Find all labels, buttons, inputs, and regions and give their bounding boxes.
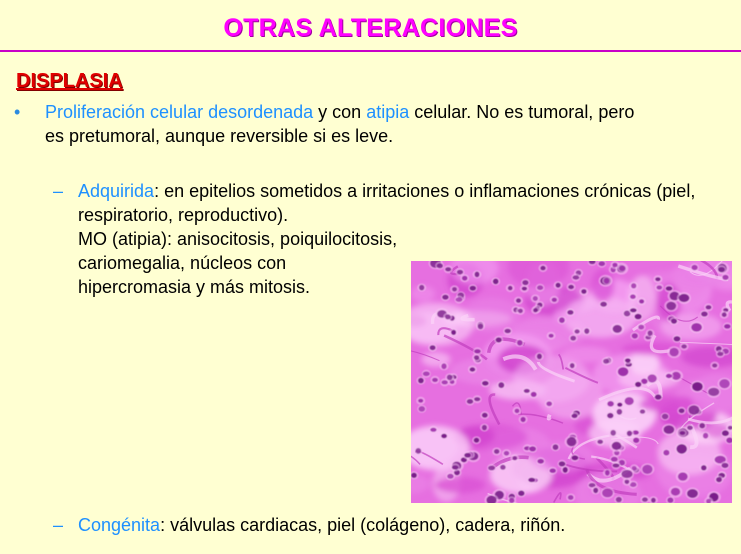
cell-nucleus <box>474 349 481 353</box>
cell-nucleus <box>518 309 523 314</box>
cell-nucleus <box>488 466 495 471</box>
sub-item-text <box>78 513 733 537</box>
cell-nucleus <box>712 363 717 367</box>
cell-nucleus <box>442 295 449 300</box>
bullet-highlight-atipia: atipia <box>366 102 410 122</box>
cell-nucleus <box>568 495 574 500</box>
cell-nucleus <box>625 358 631 362</box>
cell-nucleus <box>632 466 637 471</box>
cell-nucleus <box>617 409 623 415</box>
cell-nucleus <box>571 414 577 418</box>
cell-nucleus <box>411 473 417 478</box>
cell-nucleus <box>679 408 685 413</box>
cell-nucleus <box>432 378 438 382</box>
bullet-item <box>14 100 654 148</box>
cell-nucleus <box>540 266 545 271</box>
cell-nucleus <box>570 336 576 341</box>
cell-nucleus <box>625 479 630 484</box>
cell-nucleus <box>508 286 513 291</box>
cell-nucleus <box>570 363 575 368</box>
cell-nucleus <box>504 329 511 334</box>
cell-nucleus <box>430 345 436 350</box>
cell-nucleus <box>631 283 636 288</box>
cell-nucleus <box>567 437 577 446</box>
cell-nucleus <box>415 448 421 454</box>
cell-nucleus <box>518 491 525 497</box>
cell-nucleus <box>716 477 722 482</box>
cell-nucleus <box>549 468 556 473</box>
cell-nucleus <box>418 399 423 403</box>
cell-nucleus <box>627 431 632 437</box>
tissue-fiber <box>549 415 551 419</box>
cell-nucleus <box>571 455 578 460</box>
cell-nucleus <box>559 317 565 323</box>
cell-nucleus <box>666 302 676 311</box>
cell-nucleus <box>452 465 459 469</box>
cell-nucleus <box>600 302 607 307</box>
bullet-text-connector: y con <box>313 102 367 122</box>
cell-nucleus <box>664 425 675 434</box>
cell-nucleus <box>475 272 480 278</box>
cell-nucleus <box>674 336 681 341</box>
cell-nucleus <box>430 428 436 432</box>
cell-nucleus <box>635 382 641 387</box>
cell-nucleus <box>482 425 487 431</box>
sub-item-adquirida-rest: : en epitelios sometidos a irritaciones o inflamaciones crónicas (piel, respiratorio, reproductivo). <box>78 181 696 225</box>
cell-nucleus <box>567 310 573 315</box>
cell-nucleus <box>663 450 669 456</box>
cell-nucleus <box>642 497 648 502</box>
cell-nucleus <box>676 444 687 454</box>
cell-nucleus <box>722 312 727 317</box>
cell-nucleus <box>418 378 424 384</box>
cell-nucleus <box>639 299 644 303</box>
cell-nucleus <box>611 457 618 462</box>
cell-nucleus <box>722 430 729 436</box>
cell-nucleus <box>638 325 644 330</box>
cell-nucleus <box>496 337 502 342</box>
cell-nucleus <box>447 474 454 479</box>
cell-nucleus <box>498 382 504 388</box>
cell-nucleus <box>640 409 645 413</box>
cell-nucleus <box>621 470 632 478</box>
cell-nucleus <box>418 406 425 412</box>
cell-nucleus <box>524 389 530 393</box>
cell-nucleus <box>681 344 687 348</box>
cell-nucleus <box>474 355 479 360</box>
cell-nucleus <box>671 488 680 496</box>
cell-nucleus <box>666 374 672 378</box>
cell-nucleus <box>679 294 690 302</box>
cell-nucleus <box>522 287 527 291</box>
cell-nucleus <box>718 267 725 272</box>
cell-nucleus <box>584 328 589 334</box>
cell-nucleus <box>419 285 424 291</box>
cell-nucleus <box>533 296 538 301</box>
cell-nucleus <box>512 456 517 460</box>
cell-nucleus <box>474 397 480 401</box>
cell-nucleus <box>493 279 499 285</box>
cell-nucleus <box>598 261 605 266</box>
cell-nucleus <box>533 308 538 312</box>
cell-nucleus <box>509 498 515 503</box>
cell-nucleus <box>482 413 488 418</box>
cell-nucleus <box>500 465 506 470</box>
cell-nucleus <box>678 472 688 480</box>
cell-nucleus <box>630 308 637 312</box>
cell-nucleus <box>617 403 622 407</box>
sub-item-line-1 <box>78 179 713 227</box>
cell-nucleus <box>470 286 477 291</box>
cell-nucleus <box>462 276 468 281</box>
cell-nucleus <box>680 431 686 435</box>
cell-nucleus <box>457 270 463 275</box>
cell-nucleus <box>688 405 699 414</box>
cell-nucleus <box>618 367 629 376</box>
cell-nucleus <box>515 409 520 414</box>
cell-nucleus <box>522 280 528 285</box>
cell-nucleus <box>553 444 559 450</box>
sub-item-congenita-rest: : válvulas cardiacas, piel (colágeno), cadera, riñón. <box>160 515 566 535</box>
cell-nucleus <box>656 285 662 289</box>
slide-title: OTRAS ALTERACIONES <box>223 14 518 42</box>
cell-nucleus <box>593 488 598 494</box>
cell-nucleus <box>625 397 634 405</box>
cell-nucleus <box>648 330 653 336</box>
cell-nucleus <box>528 478 535 482</box>
cell-nucleus <box>602 488 613 497</box>
cell-nucleus <box>537 354 542 360</box>
cell-nucleus <box>572 275 579 279</box>
cell-nucleus <box>613 325 622 333</box>
bullet-text <box>45 100 654 148</box>
cell-nucleus <box>616 497 622 503</box>
cell-nucleus <box>464 453 471 458</box>
cell-nucleus <box>423 371 430 376</box>
cell-nucleus <box>445 267 451 271</box>
cell-nucleus <box>597 440 603 444</box>
cell-nucleus <box>568 285 574 289</box>
cell-nucleus <box>529 446 536 451</box>
sub-item-congenita <box>53 513 733 537</box>
cell-nucleus <box>722 275 728 280</box>
cell-nucleus <box>604 278 610 284</box>
cell-nucleus <box>687 489 698 498</box>
cell-nucleus <box>612 442 622 450</box>
histology-micrograph <box>411 261 732 503</box>
cell-nucleus <box>556 283 561 288</box>
cell-nucleus <box>574 329 579 333</box>
cell-nucleus <box>612 463 619 467</box>
cell-nucleus <box>610 430 616 436</box>
cell-nucleus <box>441 380 448 384</box>
cell-nucleus <box>642 465 652 474</box>
cell-nucleus <box>470 367 476 371</box>
cell-nucleus <box>494 449 500 454</box>
cell-nucleus <box>482 381 489 386</box>
cell-nucleus <box>452 287 457 292</box>
cell-nucleus <box>552 298 557 302</box>
bullet-marker: • <box>14 102 21 122</box>
cell-nucleus <box>619 266 625 272</box>
cell-nucleus <box>563 467 568 473</box>
section-heading: DISPLASIA <box>16 70 123 92</box>
bullet-text-rest: celular. No es tumoral, pero es pretumoral, aunque reversible si es leve. <box>45 102 635 146</box>
cell-nucleus <box>549 334 554 338</box>
sub-item-line-2: MO (atipia): anisocitosis, poiquilocitosis, cariomegalia, núcleos con hipercromasia y más mitosis. <box>78 229 398 297</box>
cell-nucleus <box>504 451 510 456</box>
cell-nucleus <box>708 388 719 396</box>
sub-item-dash: – <box>53 181 64 201</box>
cell-nucleus <box>559 461 566 466</box>
cell-nucleus <box>719 379 730 388</box>
cell-nucleus <box>474 438 480 443</box>
tissue-patch <box>435 477 486 493</box>
cell-nucleus <box>605 470 610 476</box>
bullet-highlight-proliferacion: Proliferación celular desordenada <box>45 102 314 122</box>
sub-item-label-adquirida: Adquirida <box>78 181 155 201</box>
cell-nucleus <box>451 330 456 335</box>
cell-nucleus <box>692 382 703 391</box>
cell-nucleus <box>662 414 669 420</box>
title-divider <box>0 50 741 52</box>
cell-nucleus <box>607 413 613 418</box>
cell-nucleus <box>531 392 537 397</box>
cell-nucleus <box>703 433 708 439</box>
cell-nucleus <box>441 434 447 439</box>
cell-nucleus <box>655 277 660 281</box>
cell-nucleus <box>581 289 586 294</box>
cell-nucleus <box>441 363 446 369</box>
cell-nucleus <box>467 399 474 404</box>
cell-nucleus <box>516 298 521 303</box>
cell-nucleus <box>456 297 463 302</box>
cell-nucleus <box>612 263 617 268</box>
cell-nucleus <box>647 374 656 382</box>
cell-nucleus <box>721 463 728 468</box>
cell-nucleus <box>724 324 731 329</box>
cell-nucleus <box>666 286 673 291</box>
cell-nucleus <box>691 265 697 270</box>
cell-nucleus <box>632 333 638 339</box>
cell-nucleus <box>437 263 443 268</box>
cell-nucleus <box>687 426 693 431</box>
cell-nucleus <box>717 352 723 356</box>
cell-nucleus <box>520 417 525 422</box>
cell-nucleus <box>537 459 544 464</box>
cell-nucleus <box>701 311 708 316</box>
cell-nucleus <box>706 305 712 309</box>
cell-nucleus <box>546 401 552 406</box>
histology-image <box>411 261 732 503</box>
cell-nucleus <box>669 348 678 357</box>
sub-item-label-congenita: Congénita <box>78 515 161 535</box>
cell-nucleus <box>445 314 451 319</box>
cell-nucleus <box>699 423 705 429</box>
cell-nucleus <box>603 359 609 364</box>
cell-nucleus <box>671 319 677 324</box>
sub-item-dash: – <box>53 515 64 535</box>
cell-nucleus <box>691 323 702 332</box>
cell-nucleus <box>701 465 707 470</box>
cell-nucleus <box>651 498 656 503</box>
cell-nucleus <box>630 294 636 299</box>
cell-nucleus <box>633 438 639 444</box>
cell-nucleus <box>517 340 523 346</box>
cell-nucleus <box>635 314 642 320</box>
cell-nucleus <box>667 497 673 503</box>
cell-nucleus <box>607 401 614 407</box>
cell-nucleus <box>537 285 543 290</box>
cell-nucleus <box>478 324 484 330</box>
cell-nucleus <box>655 394 662 399</box>
